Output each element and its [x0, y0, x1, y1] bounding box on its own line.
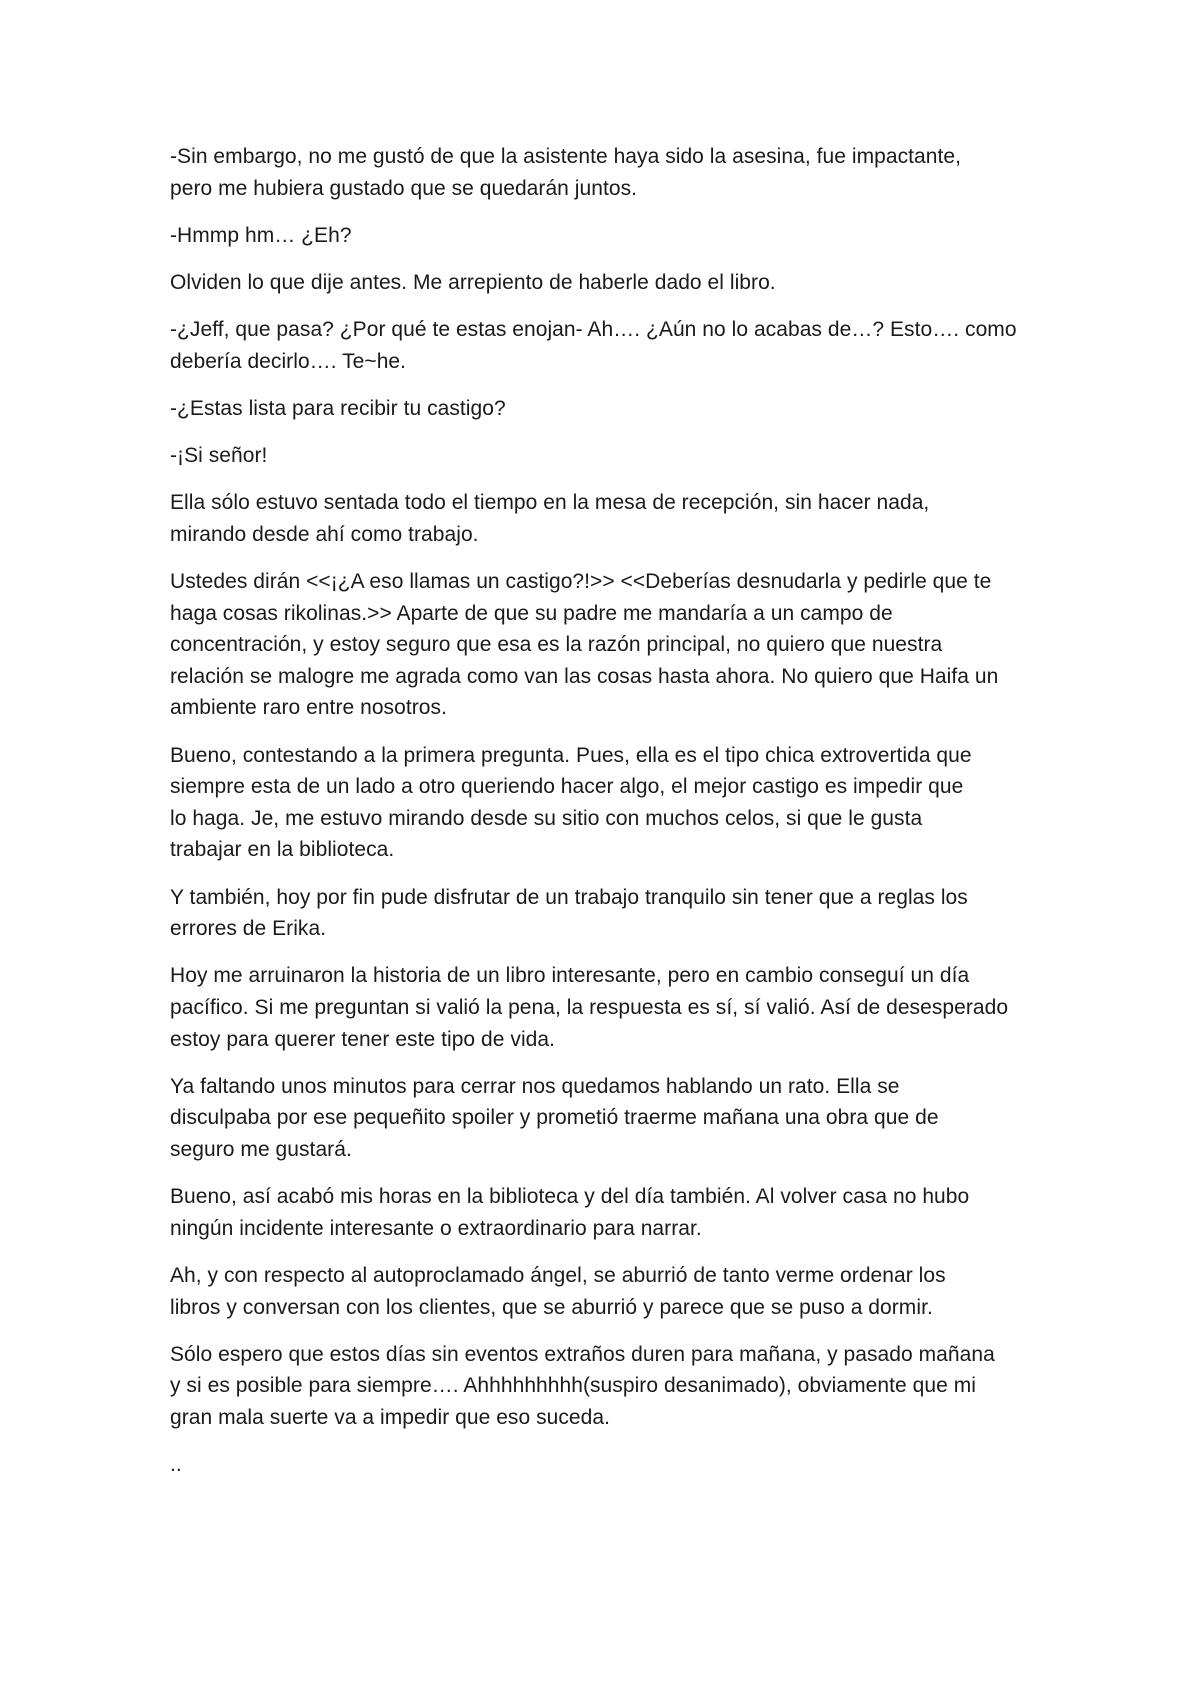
paragraph-13: Bueno, así acabó mis horas en la biblioteca y del día también. Al volver casa no hubo ningún incidente interesante o extraordinario para narrar.	[170, 1185, 970, 1240]
paragraph-7: Ella sólo estuvo sentada todo el tiempo en la mesa de recepción, sin hacer nada, mirando desde ahí como trabajo.	[170, 491, 930, 546]
paragraph-12: Ya faltando unos minutos para cerrar nos quedamos hablando un rato. Ella se disculpaba por ese pequeñito spoiler y prometió traerme mañana una obra que de seguro me gustará.	[170, 1074, 939, 1161]
paragraph-14: Ah, y con respecto al autoproclamado ángel, se aburrió de tanto verme ordenar los libros y conversan con los clientes, que se aburrió y parece que se puso a dormir.	[170, 1263, 946, 1319]
paragraph-1: -Sin embargo, no me gustó de que la asistente haya sido la asesina, fue impactante, pero me hubiera gustado que se quedarán juntos.	[170, 145, 961, 200]
paragraph-16: ..	[170, 1453, 182, 1477]
paragraph-2: -Hmmp hm… ¿Eh?	[170, 223, 352, 247]
paragraph-5: -¿Estas lista para recibir tu castigo?	[170, 396, 506, 420]
paragraph-9: Bueno, contestando a la primera pregunta. Pues, ella es el tipo chica extrovertida que siempre esta de un lado a otro queriendo hacer algo, el mejor castigo es impedir que lo haga. Je, me estuvo mirando desde su sitio con muchos celos, si que le gusta trabajar en la biblioteca.	[170, 743, 972, 862]
paragraph-4: -¿Jeff, que pasa? ¿Por qué te estas enojan- Ah…. ¿Aún no lo acabas de…? Esto…. como debería decirlo…. Te~he.	[170, 318, 1017, 373]
paragraph-6: -¡Si señor!	[170, 444, 268, 468]
paragraph-11: Hoy me arruinaron la historia de un libro interesante, pero en cambio conseguí un día pacífico. Si me preguntan si valió la pena, la respuesta es sí, sí valió. Así de desesperado estoy para querer tener este tipo de vida.	[170, 964, 1009, 1051]
paragraph-3: Olviden lo que dije antes. Me arrepiento de haberle dado el libro.	[170, 270, 776, 294]
document-body	[170, 141, 1038, 1496]
paragraph-10: Y también, hoy por fin pude disfrutar de un trabajo tranquilo sin tener que a reglas los errores de Erika.	[170, 885, 968, 941]
paragraph-8: Ustedes dirán <<¡¿A eso llamas un castigo?!>> <<Deberías desnudarla y pedirle que te haga cosas rikolinas.>> Aparte de que su padre me mandaría a un campo de concentración, y estoy seguro que esa es la razón principal, no quiero que nuestra relación se malogre me agrada como van las cosas hasta ahora. No quiero que Haifa un ambiente raro entre nosotros.	[170, 570, 999, 720]
paragraph-15: Sólo espero que estos días sin eventos extraños duren para mañana, y pasado mañana y si es posible para siempre…. Ahhhhhhhhh(suspiro desanimado), obviamente que mi gran mala suerte va a impedir que eso suceda.	[170, 1342, 995, 1429]
